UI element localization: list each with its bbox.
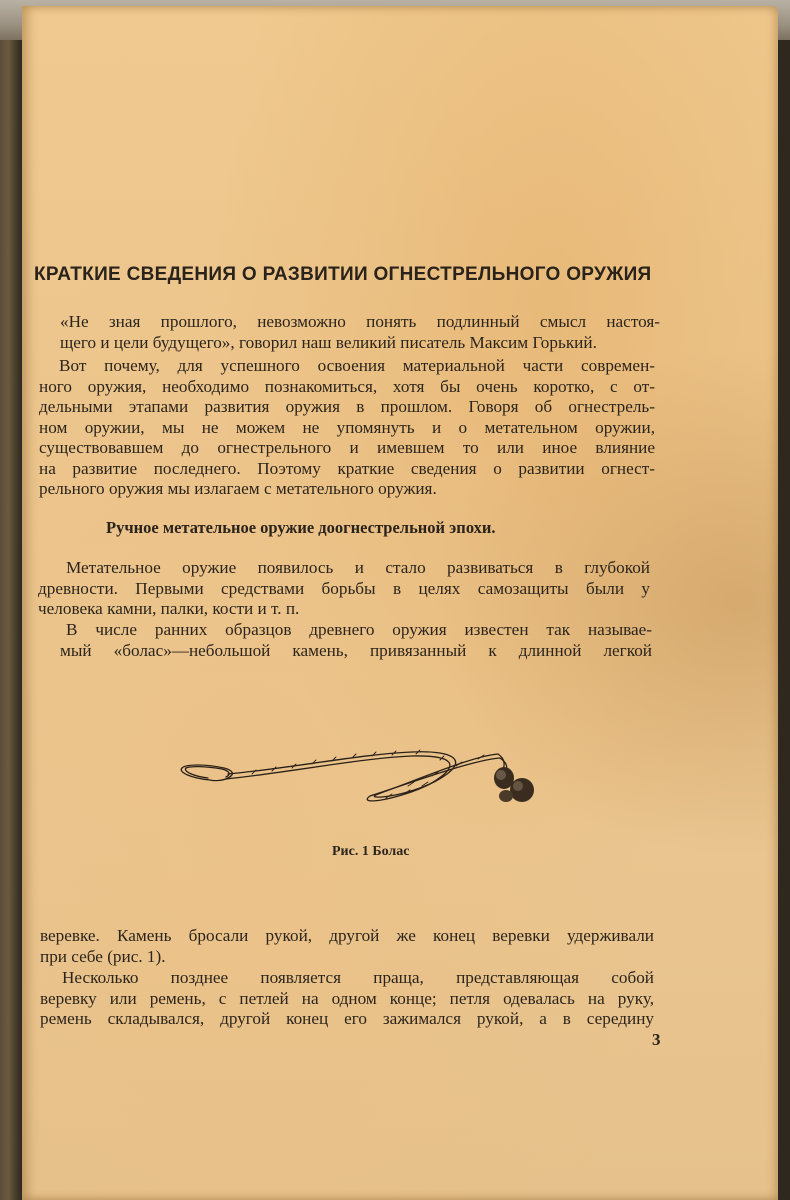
text-line: Метательное оружие появилось и стало развиваться в глубокой (66, 558, 650, 577)
text-line: щего и цели будущего», говорил наш великий писатель Максим Горький. (60, 332, 597, 352)
bolas-illustration (172, 738, 562, 828)
text-line: ного оружия, необходимо познакомиться, хотя бы очень коротко, с от- (39, 376, 655, 396)
paragraph-6 (40, 968, 654, 1030)
bolas-rope (228, 752, 498, 797)
text-line: мый «болас»—небольшой камень, привязанный к длинной легкой (60, 640, 652, 660)
text-line: ремень складывался, другой конец его зажимался рукой, а в середину (40, 1009, 654, 1028)
text-line: на развитие последнего. Поэтому краткие сведения о развитии огнест- (39, 458, 655, 478)
text-line: дельными этапами развития оружия в прошлом. Говоря об огнестрель- (39, 397, 655, 416)
text-line: ном оружии, мы не можем не упомянуть и о метательном оружии, (39, 417, 655, 437)
paragraph-3 (38, 558, 650, 620)
book-page (22, 6, 778, 1200)
text-line: В числе ранних образцов древнего оружия известен так называе- (66, 620, 652, 639)
section-title: Ручное метательное оружие доогнестрельной эпохи. (106, 518, 496, 537)
text-line: существовавшем до огнестрельного и имевшем то или иное влияние (39, 438, 655, 457)
intro-paragraph (60, 312, 660, 353)
text-line: древности. Первыми средствами борьбы в целях самозащиты были у (38, 578, 650, 598)
paragraph-4 (38, 620, 652, 661)
text-line: при себе (рис. 1). (40, 946, 166, 966)
text-line: веревку или ремень, с петлей на одном конце; петля одевалась на руку, (40, 988, 654, 1008)
text-line: Вот почему, для успешного освоения материальной части современ- (59, 356, 655, 375)
stone-2 (510, 778, 534, 802)
text-line: человека камни, палки, кости и т. п. (38, 599, 300, 618)
page-number: 3 (652, 1030, 661, 1049)
figure-caption: Рис. 1 Болас (332, 844, 410, 859)
paragraph-2 (39, 356, 655, 500)
chapter-title: КРАТКИЕ СВЕДЕНИЯ О РАЗВИТИИ ОГНЕСТРЕЛЬНОГО ОРУЖИЯ (34, 264, 652, 285)
text-line: рельного оружия мы излагаем с метательного оружия. (39, 479, 437, 498)
text-line: веревке. Камень бросали рукой, другой же конец веревки удерживали (40, 926, 654, 945)
text-line: Несколько позднее появляется праща, представляющая собой (62, 968, 654, 987)
paragraph-5 (40, 926, 654, 967)
text-line: «Не зная прошлого, невозможно понять подлинный смысл настоя- (60, 312, 660, 331)
